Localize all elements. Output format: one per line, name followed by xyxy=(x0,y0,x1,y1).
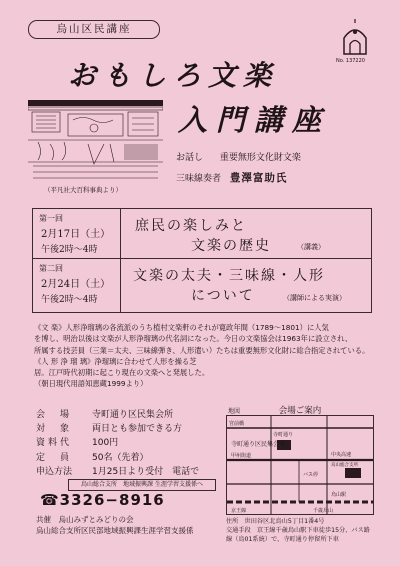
map-address: 住所 世田谷区北烏山5丁目1番4号 xyxy=(226,518,325,525)
talk-label: お話し xyxy=(176,153,204,163)
map-title: 会場ご案内 xyxy=(278,406,322,416)
description-line: 《人 形 浄 瑠 璃》浄瑠璃に合わせて人形を操る芝 xyxy=(34,356,197,366)
info-key: 会 場 xyxy=(36,410,73,420)
description-line: 居。江戸時代初期に起こり現在の文楽へと発展した。 xyxy=(34,368,210,378)
ward-logo-icon xyxy=(338,18,372,56)
info-key: 対 象 xyxy=(36,424,73,435)
speaker-block xyxy=(176,150,301,192)
session-label: 第一回 xyxy=(39,214,63,223)
info-value: 100円 xyxy=(92,438,119,449)
map-label: バス停 xyxy=(303,472,319,478)
info-key: 申込方法 xyxy=(36,466,73,477)
info-key: 定 員 xyxy=(36,452,73,463)
session-time: 午後2時〜4時 xyxy=(41,295,98,305)
info-row-venue xyxy=(32,407,212,421)
page-title-line2: 入門講座 xyxy=(178,103,331,137)
event-info xyxy=(32,407,212,478)
phone-number[interactable]: ☎3326−8916 xyxy=(40,491,165,509)
info-row-fee xyxy=(32,435,212,449)
session-label: 第二回 xyxy=(39,264,63,273)
session-time: 午後2時〜4時 xyxy=(41,245,98,255)
map-label: 千歳烏山 xyxy=(313,508,334,514)
description-line: （朝日現代用語知恵蔵1999より） xyxy=(34,379,148,389)
map-label: 宮前橋 xyxy=(229,421,245,427)
description-line: を博し、明治以後は文楽が人形浄瑠璃の代名詞になった。今日の文楽協会は1963年に設立され、 xyxy=(34,334,353,344)
map-label: 烏山駅 xyxy=(331,492,347,498)
map-label: 地図 xyxy=(228,408,241,415)
logo-number: No. 137220 xyxy=(336,58,365,64)
session-note: （講師による実演） xyxy=(283,294,346,302)
info-row-target xyxy=(32,421,212,435)
map-venue: 寺町通り区民集会所 xyxy=(231,441,286,448)
session-date: 2月24日（土） xyxy=(41,279,111,290)
map-label: 寺町通り xyxy=(273,432,294,438)
speaker-title: 重要無形文化財文楽 xyxy=(219,153,301,163)
organizers xyxy=(36,514,194,536)
session-topic: 庶民の楽しみと xyxy=(135,218,247,234)
speaker-name: 豊澤富助氏 xyxy=(229,172,288,184)
speaker-role: 三味線奏者 xyxy=(176,174,222,184)
page-title-line1: おもしろ文楽 xyxy=(68,59,279,92)
info-row-apply xyxy=(32,464,212,478)
access-info xyxy=(226,517,376,544)
session-topic-cont: 文楽の歴史 xyxy=(191,238,271,254)
info-value: 1月25日より受付 電話で xyxy=(92,466,200,477)
session-topic: 文楽の太夫・三味線・人形 xyxy=(133,268,325,284)
description xyxy=(34,322,372,390)
map-label: 中央高速 xyxy=(331,452,352,458)
info-value: 寺町通り区民集会所 xyxy=(92,410,174,420)
map-label: 京王線 xyxy=(231,508,247,514)
info-key: 資料代 xyxy=(36,438,73,449)
info-value: 両日とも参加できる方 xyxy=(92,424,183,435)
bunraku-stage-illustration xyxy=(28,100,163,182)
schedule-table xyxy=(32,208,372,313)
description-line: 所属する技芸員（三業＝太夫、三味線弾き、人形遣い）たちは重要無形文化財に総合指定されている。 xyxy=(34,345,370,355)
apply-contact-box: 烏山総合支所 地域振興課 生涯学習支援係へ xyxy=(68,479,216,491)
organizer-line: 烏山総合支所区民部地域振興課生涯学習支援係 xyxy=(36,526,194,535)
description-line: 《文 楽》人形浄瑠璃の各流派のうち植村文楽軒のそれが寛政年間（1789〜1801）に人気 xyxy=(34,323,329,332)
session-note: （講義） xyxy=(297,243,325,251)
session-date: 2月17日（土） xyxy=(41,229,111,240)
session-topic-cont: について xyxy=(191,288,255,304)
venue-map xyxy=(226,415,374,515)
map-label: 甲州街道 xyxy=(231,453,252,459)
info-value: 50名（先着） xyxy=(92,452,149,463)
series-label: 烏山区民講座 xyxy=(28,20,160,39)
organizer-line: 共催 烏山みずとみどりの会 xyxy=(36,515,134,524)
info-row-capacity xyxy=(32,450,212,464)
illustration-caption: （平凡社大百科事典より） xyxy=(44,186,122,194)
map-label: 烏山総合支所 xyxy=(331,463,358,468)
map-transport: 交通手段 京王線千歳烏山駅下車徒歩15分、バス路線（烏01系統）で、寺町通り停留所下車 xyxy=(226,527,370,543)
